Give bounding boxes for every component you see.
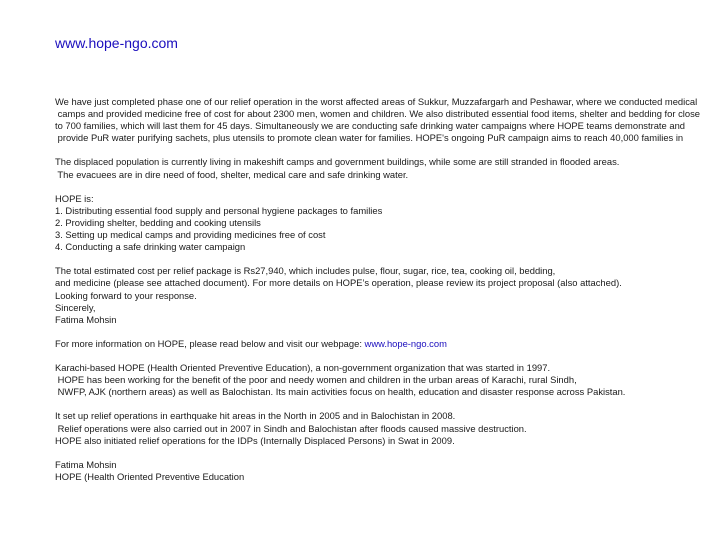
text-line: NWFP, AJK (northern areas) as well as Balochistan. Its main activities focus on health, education and disaster response across Pakistan. bbox=[55, 386, 626, 398]
webpage-link[interactable]: www.hope-ngo.com bbox=[364, 337, 447, 349]
text-line: camps and provided medicine free of cost for about 2300 men, women and children. We also distributed essential food items, shelter and bedding for close bbox=[55, 108, 700, 120]
text-line: to 700 families, which will last them for 45 days. Simultaneously we are conducting safe drinking water campaigns where HOPE teams demonstrate and bbox=[55, 120, 685, 132]
list-heading: HOPE is: bbox=[55, 192, 94, 204]
text-line: HOPE has been working for the benefit of the poor and needy women and children in the urban areas of Karachi, rural Sindh, bbox=[55, 374, 577, 386]
list-item: 4. Conducting a safe drinking water campaign bbox=[55, 241, 246, 253]
text-line: The total estimated cost per relief package is Rs27,940, which includes pulse, flour, sugar, rice, tea, cooking oil, bedding, bbox=[55, 265, 556, 277]
paragraph-gap bbox=[55, 326, 728, 338]
letter-body bbox=[55, 96, 728, 483]
info-line bbox=[55, 338, 728, 350]
signature-org: HOPE (Health Oriented Preventive Education bbox=[55, 470, 245, 482]
text-line: Looking forward to your response. bbox=[55, 289, 197, 301]
signature-name: Fatima Mohsin bbox=[55, 458, 117, 470]
list-item: 2. Providing shelter, bedding and cooking utensils bbox=[55, 216, 261, 228]
list-item: 3. Setting up medical camps and providing medicines free of cost bbox=[55, 229, 326, 241]
website-link[interactable]: www.hope-ngo.com bbox=[55, 35, 178, 51]
paragraph-gap bbox=[55, 447, 728, 459]
signer-name: Fatima Mohsin bbox=[55, 313, 117, 325]
paragraph-gap bbox=[55, 398, 728, 410]
text-line: We have just completed phase one of our relief operation in the worst affected areas of Sukkur, Muzzafargarh and Peshawar, where we conducted medical bbox=[55, 96, 698, 107]
text-line: and medicine (please see attached document). For more details on HOPE’s operation, please review its project proposal (also attached). bbox=[55, 277, 622, 289]
text-line: Karachi-based HOPE (Health Oriented Preventive Education), a non-government organization that was started in 1997. bbox=[55, 362, 551, 374]
paragraph-gap bbox=[55, 144, 728, 156]
text-line: provide PuR water purifying sachets, plus utensils to promote clean water for families. HOPE's ongoing PuR campaign aims to reach 40,000 families in bbox=[55, 132, 684, 144]
paragraph-gap bbox=[55, 181, 728, 193]
info-text: For more information on HOPE, please read below and visit our webpage: bbox=[55, 337, 365, 349]
text-line: Relief operations were also carried out in 2007 in Sindh and Balochistan after floods caused massive destruction. bbox=[55, 422, 527, 434]
paragraph-gap bbox=[55, 253, 728, 265]
text-line: HOPE also initiated relief operations for the IDPs (Internally Displaced Persons) in Swat in 2009. bbox=[55, 434, 455, 446]
text-line: The displaced population is currently living in makeshift camps and government buildings, while some are still stranded in flooded areas. bbox=[55, 156, 620, 168]
paragraph-gap bbox=[55, 350, 728, 362]
text-line: It set up relief operations in earthquake hit areas in the North in 2005 and in Balochistan in 2008. bbox=[55, 410, 456, 422]
closing: Sincerely, bbox=[55, 301, 96, 313]
text-line: The evacuees are in dire need of food, shelter, medical care and safe drinking water. bbox=[55, 168, 409, 180]
list-item: 1. Distributing essential food supply and personal hygiene packages to families bbox=[55, 204, 383, 216]
